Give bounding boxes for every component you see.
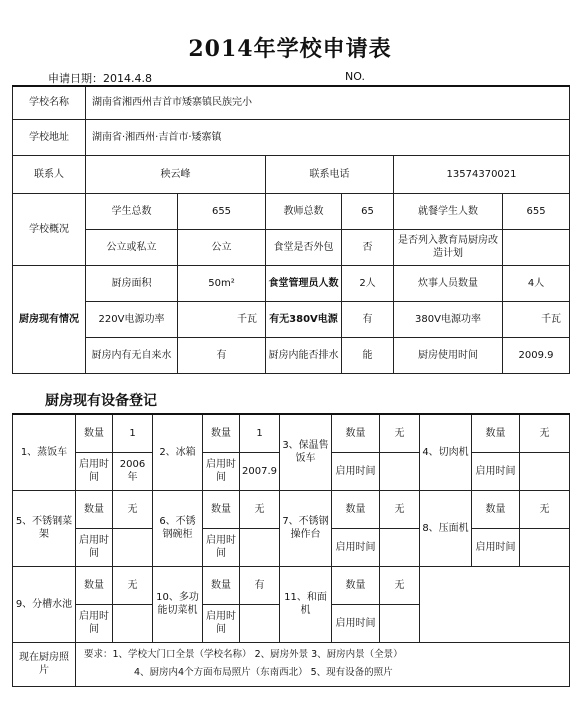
equipment-name: 10、多功能切菜机 xyxy=(153,566,203,642)
photo-requirements-line-2: 4、厨房内4个方面布局照片（东南西北） 5、现有设备的照片 xyxy=(134,667,393,678)
since-label: 启用时间 xyxy=(472,528,520,566)
phone-label: 联系电话 xyxy=(266,155,394,193)
students-value: 655 xyxy=(178,193,266,229)
equipment-qty: 无 xyxy=(520,490,570,528)
since-label: 启用时间 xyxy=(76,452,113,490)
equipment-name: 5、不锈钢菜架 xyxy=(13,490,76,566)
qty-label: 数量 xyxy=(203,490,240,528)
since-label: 启用时间 xyxy=(76,528,113,566)
kitchen-area-label: 厨房面积 xyxy=(86,265,178,301)
v380-power-value: 千瓦 xyxy=(503,301,570,337)
equipment-name: 11、和面机 xyxy=(280,566,332,642)
photo-requirements xyxy=(76,642,570,686)
equipment-qty: 无 xyxy=(113,566,153,604)
since-label: 启用时间 xyxy=(332,604,380,642)
since-label: 启用时间 xyxy=(332,452,380,490)
school-name-label: 学校名称 xyxy=(13,86,86,119)
qty-label: 数量 xyxy=(332,566,380,604)
overview-label: 学校概况 xyxy=(13,193,86,265)
equipment-since: 2006年 xyxy=(113,452,153,490)
equipment-since: 2007.9 xyxy=(240,452,280,490)
equipment-qty: 有 xyxy=(240,566,280,604)
equipment-qty: 无 xyxy=(380,414,420,452)
equipment-qty: 1 xyxy=(240,414,280,452)
managers-label: 食堂管理员人数 xyxy=(266,265,342,301)
equipment-table xyxy=(12,413,570,687)
qty-label: 数量 xyxy=(76,490,113,528)
since-label: 启用时间 xyxy=(203,452,240,490)
dining-label: 就餐学生人数 xyxy=(394,193,503,229)
since-label: 启用时间 xyxy=(203,528,240,566)
school-type-label: 公立或私立 xyxy=(86,229,178,265)
photo-requirements-line-1: 要求：1、学校大门口全景（学校名称） 2、厨房外景 3、厨房内景（全景） xyxy=(84,649,403,660)
students-label: 学生总数 xyxy=(86,193,178,229)
equipment-section-title: 厨房现有设备登记 xyxy=(45,393,157,409)
cooks-value: 4人 xyxy=(503,265,570,301)
equipment-since xyxy=(380,528,420,566)
school-info-table xyxy=(12,85,570,374)
equipment-name: 8、压面机 xyxy=(420,490,472,566)
v220-power-label: 220V电源功率 xyxy=(86,301,178,337)
equipment-name: 2、冰箱 xyxy=(153,414,203,490)
v220-power-value: 千瓦 xyxy=(178,301,266,337)
form-number: NO. xyxy=(345,70,365,83)
tap-water-value: 有 xyxy=(178,337,266,373)
drainage-label: 厨房内能否排水 xyxy=(266,337,342,373)
equipment-name: 3、保温售饭车 xyxy=(280,414,332,490)
equipment-name: 4、切肉机 xyxy=(420,414,472,490)
equipment-name: 9、分槽水池 xyxy=(13,566,76,642)
kitchen-status-label: 厨房现有情况 xyxy=(13,265,86,373)
cooks-label: 炊事人员数量 xyxy=(394,265,503,301)
kitchen-since-value: 2009.9 xyxy=(503,337,570,373)
form-title: 2014年学校申请表 xyxy=(188,36,392,62)
renovation-plan-value xyxy=(503,229,570,265)
phone-value: 13574370021 xyxy=(394,155,570,193)
qty-label: 数量 xyxy=(332,490,380,528)
teachers-value: 65 xyxy=(342,193,394,229)
contact-value: 秧云峰 xyxy=(86,155,266,193)
equipment-qty: 无 xyxy=(113,490,153,528)
v380-power-label: 380V电源功率 xyxy=(394,301,503,337)
qty-label: 数量 xyxy=(76,566,113,604)
qty-label: 数量 xyxy=(203,566,240,604)
dining-value: 655 xyxy=(503,193,570,229)
qty-label: 数量 xyxy=(472,490,520,528)
since-label: 启用时间 xyxy=(76,604,113,642)
qty-label: 数量 xyxy=(332,414,380,452)
has-380v-label: 有无380V电源 xyxy=(266,301,342,337)
renovation-plan-label: 是否列入教育局厨房改造计划 xyxy=(394,229,503,265)
since-label: 启用时间 xyxy=(203,604,240,642)
equipment-qty: 无 xyxy=(380,566,420,604)
equipment-name: 6、不锈钢碗柜 xyxy=(153,490,203,566)
equipment-since xyxy=(380,452,420,490)
contact-label: 联系人 xyxy=(13,155,86,193)
outsourced-value: 否 xyxy=(342,229,394,265)
equipment-qty: 无 xyxy=(520,414,570,452)
apply-date: 申请日期：2014.4.8 xyxy=(48,72,152,85)
school-type-value: 公立 xyxy=(178,229,266,265)
equipment-since xyxy=(520,452,570,490)
equipment-since xyxy=(113,528,153,566)
equipment-since xyxy=(113,604,153,642)
equipment-since xyxy=(380,604,420,642)
equipment-since xyxy=(240,528,280,566)
photos-label: 现在厨房照片 xyxy=(13,642,76,686)
equipment-qty: 1 xyxy=(113,414,153,452)
outsourced-label: 食堂是否外包 xyxy=(266,229,342,265)
since-label: 启用时间 xyxy=(332,528,380,566)
managers-value: 2人 xyxy=(342,265,394,301)
teachers-label: 教师总数 xyxy=(266,193,342,229)
equipment-qty: 无 xyxy=(380,490,420,528)
qty-label: 数量 xyxy=(472,414,520,452)
equipment-since xyxy=(520,528,570,566)
tap-water-label: 厨房内有无自来水 xyxy=(86,337,178,373)
equipment-name: 7、不锈钢操作台 xyxy=(280,490,332,566)
drainage-value: 能 xyxy=(342,337,394,373)
equipment-qty: 无 xyxy=(240,490,280,528)
school-name-value: 湖南省湘西州吉首市矮寨镇民族完小 xyxy=(86,86,570,119)
has-380v-value: 有 xyxy=(342,301,394,337)
school-address-label: 学校地址 xyxy=(13,119,86,155)
since-label: 启用时间 xyxy=(472,452,520,490)
school-address-value: 湖南省·湘西州·吉首市·矮寨镇 xyxy=(86,119,570,155)
equipment-since xyxy=(240,604,280,642)
equipment-name: 1、蒸饭车 xyxy=(13,414,76,490)
qty-label: 数量 xyxy=(76,414,113,452)
kitchen-area-value: 50m² xyxy=(178,265,266,301)
qty-label: 数量 xyxy=(203,414,240,452)
empty-cell xyxy=(420,566,570,642)
kitchen-since-label: 厨房使用时间 xyxy=(394,337,503,373)
